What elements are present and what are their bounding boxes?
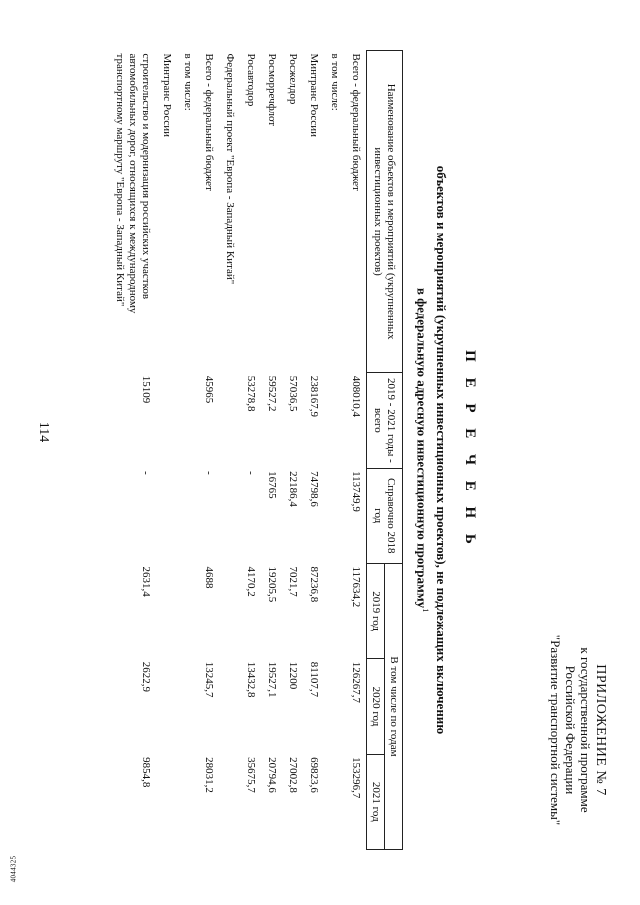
row-name: в том числе: <box>329 53 341 111</box>
cell-total: 15109 <box>140 375 152 404</box>
cell-total: 57036,5 <box>287 375 299 412</box>
table-row <box>282 51 303 850</box>
appendix-block <box>548 600 608 860</box>
row-name: Всего - федеральный бюджет <box>350 53 362 191</box>
cell-ref <box>177 468 198 563</box>
cell-ref: - <box>203 471 215 475</box>
appendix-line-3: "Развитие транспортной системы" <box>548 634 563 826</box>
cell-ref: - <box>245 471 257 475</box>
cell-ref: - <box>140 471 152 475</box>
table-row <box>303 51 324 850</box>
cell-2021: 69823,6 <box>308 757 320 793</box>
cell-2020: 13432,8 <box>245 661 257 698</box>
row-name: Росжелдор <box>287 53 299 105</box>
cell-2019 <box>177 563 198 658</box>
cell-2021: 28031,2 <box>203 757 215 793</box>
section-heading-ministry: Минтранс России <box>161 53 173 138</box>
projects-table <box>109 50 403 850</box>
cell-ref: 74798,6 <box>308 471 320 507</box>
cell-total <box>177 373 198 468</box>
cell-2019 <box>324 563 345 658</box>
cell-2021: 27002,8 <box>287 757 299 793</box>
table-row <box>345 51 367 850</box>
section-row <box>156 51 177 850</box>
row-name: строительство и модернизация российских участков автомобильных дорог, относящихся к международному транспортному маршруту "Европа - Западный Китай" <box>114 53 152 314</box>
subtitle-line-2-text: в федеральную адресную инвестиционную программу <box>414 287 430 609</box>
cell-2021: 9854,8 <box>140 757 152 788</box>
row-name: Всего - федеральный бюджет <box>203 53 215 191</box>
cell-2020: 81107,7 <box>308 661 320 698</box>
appendix-line-1: к государственной программе <box>578 647 593 813</box>
subtitle-line-2 <box>414 20 433 880</box>
header-2021: 2021 год <box>367 754 385 849</box>
table-row <box>109 51 156 850</box>
cell-2020 <box>324 659 345 754</box>
cell-total: 53278,8 <box>245 375 257 412</box>
cell-total: 408010,4 <box>350 375 362 417</box>
header-2020: 2020 год <box>367 659 385 754</box>
header-ref-2018: Справочно 2018 год <box>367 468 403 563</box>
cell-total: 45965 <box>203 375 215 404</box>
row-name: Минтранс России <box>308 53 320 138</box>
cell-2021: 35675,7 <box>245 757 257 793</box>
cell-ref: 22186,4 <box>287 471 299 507</box>
header-name: Наименование объектов и мероприятий (укрупненных инвестиционных проектов) <box>367 51 403 373</box>
table-row <box>261 51 282 850</box>
cell-ref: 113749,9 <box>350 471 362 512</box>
cell-2021: 20794,6 <box>266 757 278 793</box>
subtitle-line-1: объектов и мероприятий (укрупненных инвестиционных проектов), не подлежащих включению <box>434 165 449 735</box>
cell-2019: 87236,8 <box>308 566 320 603</box>
cell-total: 59527,2 <box>266 375 278 412</box>
cell-total: 238167,9 <box>308 375 320 417</box>
page-number: 114 <box>36 421 52 443</box>
cell-2019: 117634,2 <box>350 566 362 608</box>
header-2019: 2019 год <box>367 563 385 658</box>
cell-ref <box>324 468 345 563</box>
title-block <box>414 20 478 880</box>
appendix-heading: ПРИЛОЖЕНИЕ № 7 <box>593 664 608 796</box>
header-by-years: В том числе по годам <box>385 563 403 849</box>
footnote-mark: 1 <box>421 608 430 613</box>
table-row <box>240 51 261 850</box>
rotated-page-content <box>78 20 638 880</box>
table-row <box>177 51 198 850</box>
cell-2020: 19527,1 <box>266 661 278 698</box>
cell-2021 <box>177 754 198 849</box>
row-name: Росморречфлот <box>266 53 278 127</box>
row-name: в том числе: <box>182 53 194 111</box>
section-heading-federal-project: Федеральный проект "Европа - Западный Китай" <box>224 53 236 285</box>
cell-2019: 2631,4 <box>140 566 152 597</box>
table-row <box>198 51 219 850</box>
cell-2020: 13245,7 <box>203 661 215 698</box>
header-total: 2019 - 2021 годы - всего <box>367 373 403 468</box>
cell-total <box>324 373 345 468</box>
cell-2019: 7021,7 <box>287 566 299 597</box>
cell-2020 <box>177 659 198 754</box>
section-row <box>219 51 240 850</box>
cell-2020: 12200 <box>287 661 299 690</box>
cell-2020: 2622,9 <box>140 661 152 693</box>
cell-2020: 126267,7 <box>350 661 362 704</box>
row-name: Росавтодор <box>245 53 257 107</box>
footer-code: 4044325 <box>9 855 18 883</box>
document-title: П Е Р Е Ч Е Н Ь <box>462 350 478 550</box>
cell-2019: 4688 <box>203 566 215 589</box>
cell-ref: 16765 <box>266 471 278 499</box>
cell-2021: 153296,7 <box>350 757 362 799</box>
appendix-line-2: Российской Федерации <box>563 665 578 795</box>
table-row <box>324 51 345 850</box>
cell-2019: 19205,5 <box>266 566 278 603</box>
cell-2021 <box>324 754 345 849</box>
cell-2019: 4170,2 <box>245 566 257 597</box>
